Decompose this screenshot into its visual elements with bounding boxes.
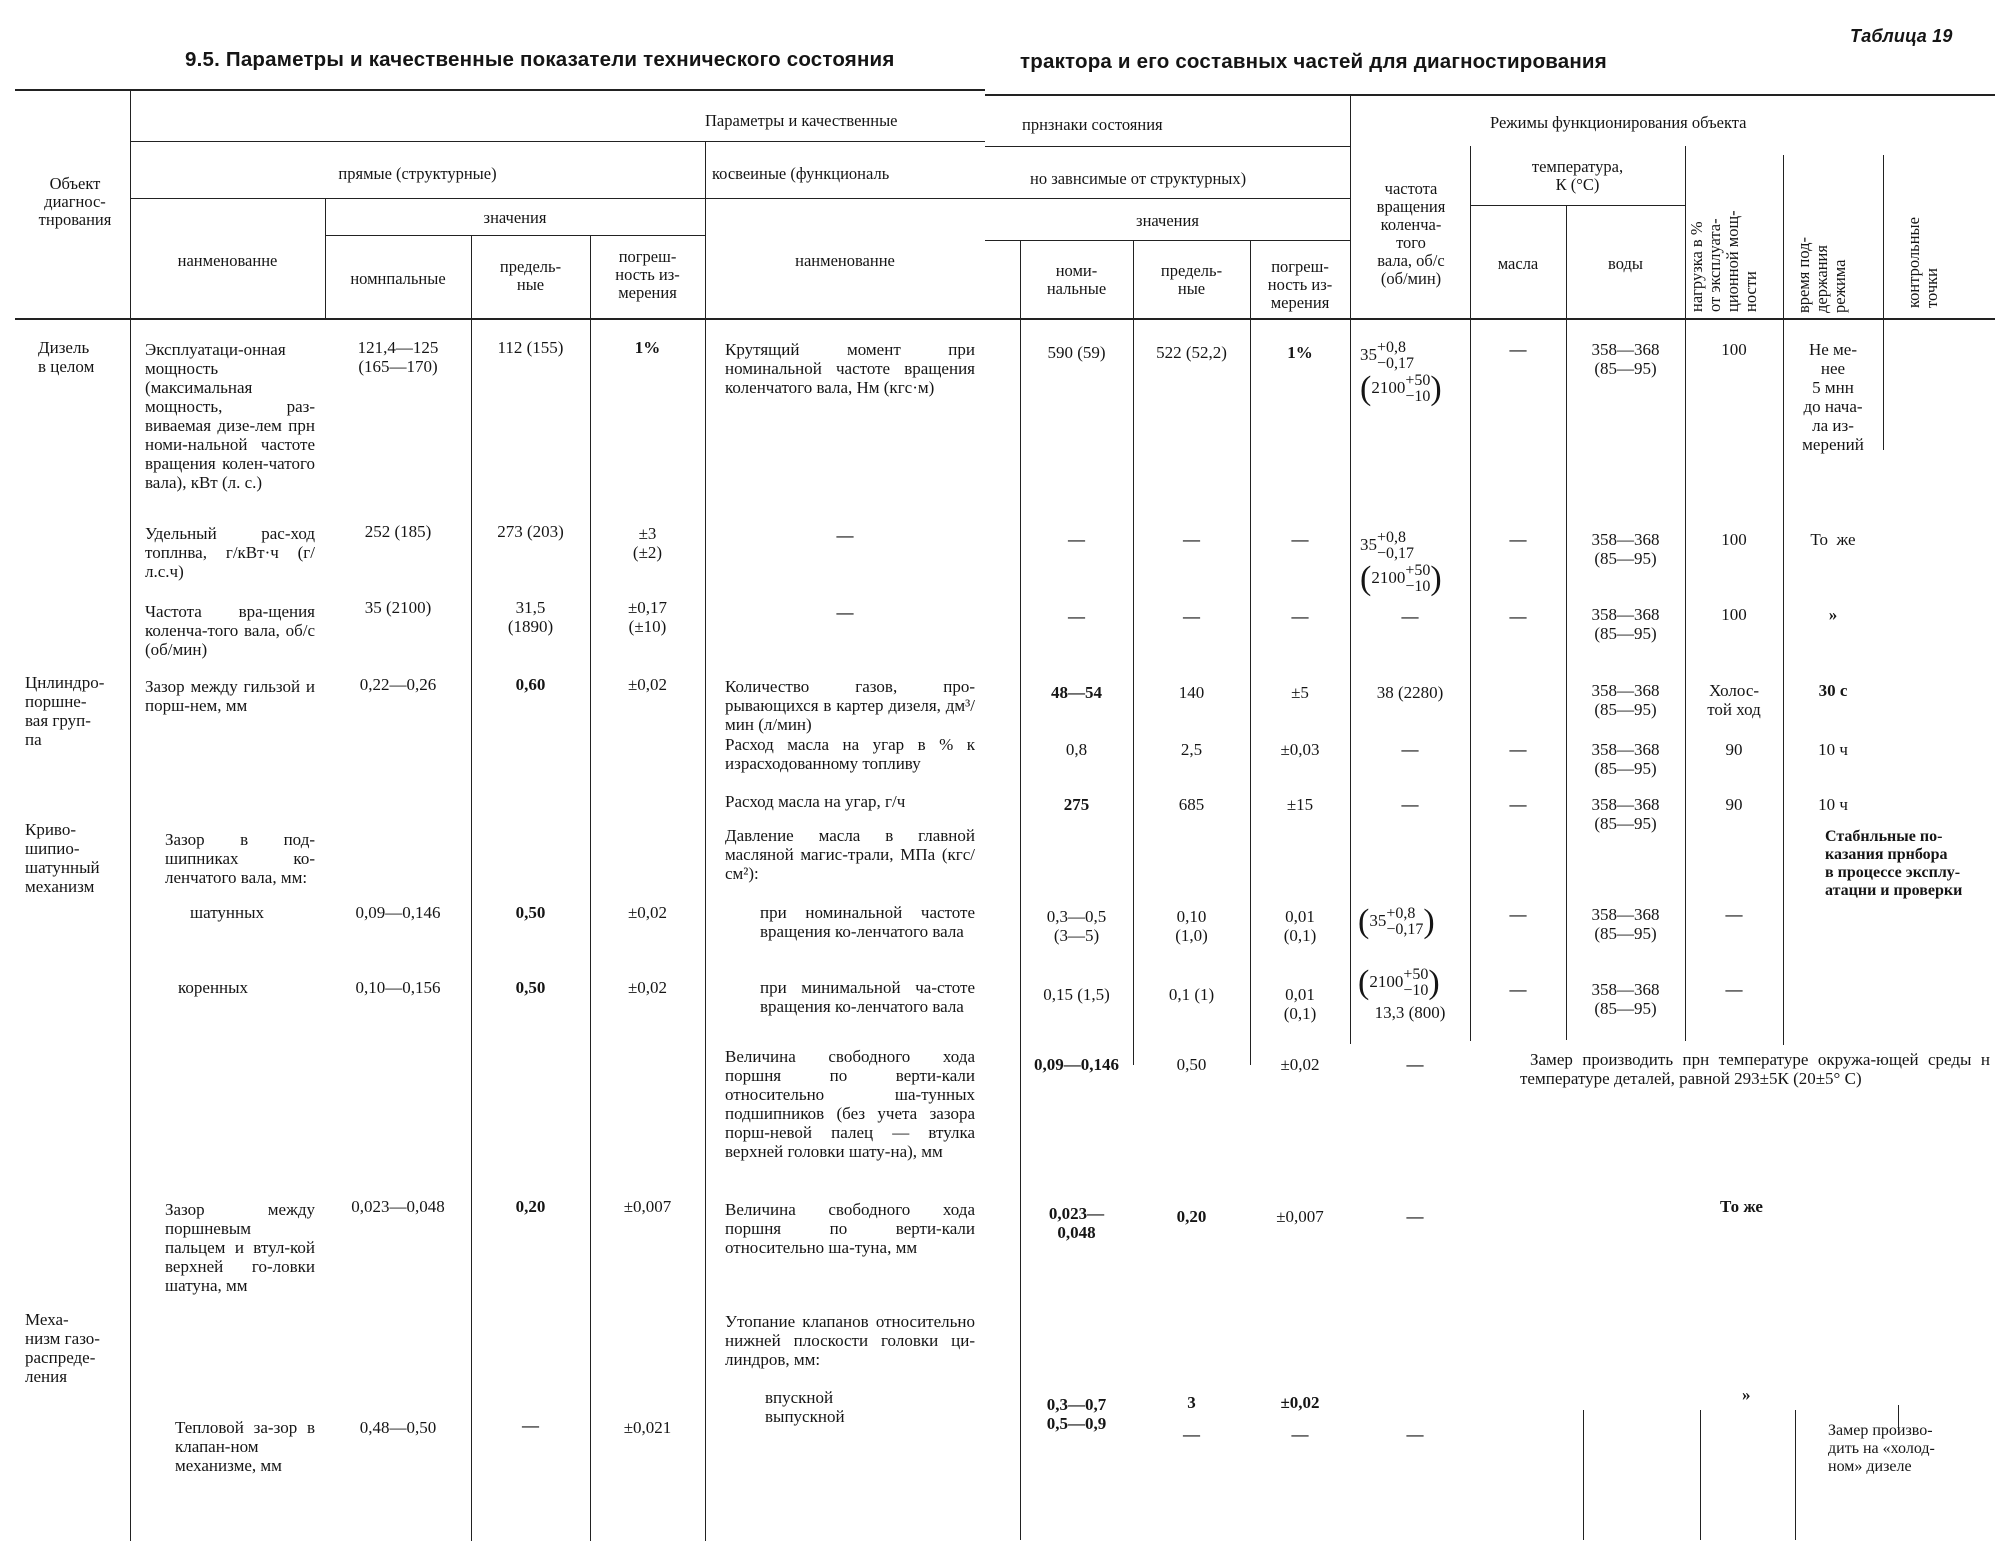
r8-ind-name: при номинальной частоте вращения ко-ленчатого вала (760, 903, 975, 941)
r12-dash-error2: — (1291, 1425, 1309, 1444)
r6-error2: ±15 (1286, 795, 1314, 814)
r8-rpm: (35+0,8 −0,17) (1358, 903, 1435, 940)
r5-oil: — (1509, 740, 1527, 759)
header-params-right: прнзнаки состояния (1022, 115, 1163, 134)
r3-rpm: — (1401, 607, 1419, 626)
r1-hold: Не ме- нее 5 мнн до нача- ла из- мерений (1802, 340, 1864, 454)
r8-nominal2: 0,3—0,5 (3—5) (1046, 907, 1107, 945)
r12-dash-limit2: — (1183, 1425, 1200, 1444)
r11-error2: ±0,007 (1276, 1207, 1324, 1226)
r3-nominal2: — (1068, 607, 1085, 626)
r1-ind-name: Крутящий момент при номинальной частоте вращения коленчатого вала, Нм (кгс·м) (725, 340, 975, 397)
r8-load: — (1725, 905, 1743, 924)
r6-nominal2: 275 (1063, 795, 1090, 814)
r1-rpm: 35+0,8 −0,17 (2100+50 −10) (1360, 339, 1442, 407)
header-indirect-right: но завнсимые от структурных) (1030, 169, 1247, 188)
r6-water: 358—368 (85—95) (1591, 795, 1660, 833)
r10-rpm: — (1406, 1055, 1424, 1074)
r6-oil: — (1509, 795, 1527, 814)
header-name: нанменованне (177, 251, 278, 270)
r3-error2: — (1291, 607, 1309, 626)
header-error-2: погреш- ность из- мерения (1267, 257, 1333, 312)
r11-error: ±0,007 (623, 1197, 672, 1216)
header-limit: предель- ные (499, 257, 562, 294)
r2-ind-name: — (836, 526, 854, 545)
r1-water: 358—368 (85—95) (1591, 340, 1660, 378)
r11-nominal2: 0,023— 0,048 (1048, 1204, 1105, 1242)
r5-load: 90 (1725, 740, 1743, 759)
r4-hold: 30 с (1818, 681, 1848, 700)
r2-limit: 273 (203) (497, 522, 564, 541)
r8-limit2: 0,10 (1,0) (1175, 907, 1208, 945)
r4-limit: 0,60 (515, 675, 546, 694)
header-modes: Режимы функционирования объекта (1490, 113, 1747, 132)
r1-name: Эксплуатаци-онная мощность (максимальная мощность, раз-виваемая дизе-лем прн номи-нальной частоте вращения колен-чатого вала), кВт (л. с.) (145, 340, 315, 492)
group-cylinder: Цнлиндро- поршне- вая груп- па (25, 673, 105, 749)
header-control-points: контрольные точки (1904, 217, 1941, 308)
r9-limit2: 0,1 (1) (1168, 985, 1215, 1004)
header-indirect-left: косвеиные (функциональ (712, 164, 890, 183)
header-limit-2: предель- ные (1160, 261, 1223, 298)
r5-rpm: — (1401, 740, 1419, 759)
r10-error2: ±0,02 (1280, 1055, 1320, 1074)
r4-error2: ±5 (1291, 683, 1309, 702)
r9-error2: 0,01 (0,1) (1283, 985, 1317, 1023)
r8-error2: 0,01 (0,1) (1283, 907, 1317, 945)
header-water: воды (1608, 254, 1643, 273)
r9-name: коренных (178, 978, 249, 997)
r12-limit: — (522, 1416, 539, 1435)
r9-nominal2: 0,15 (1,5) (1043, 985, 1110, 1004)
r4-rpm: 38 (2280) (1376, 683, 1444, 702)
r2-error2: — (1291, 530, 1309, 549)
r5-hold: 10 ч (1818, 740, 1848, 759)
r3-limit2: — (1183, 607, 1200, 626)
r3-oil: — (1509, 607, 1527, 626)
r2-hold: То же (1810, 530, 1856, 549)
r12-name: Тепловой за-зор в клапан-ном механизме, мм (175, 1418, 315, 1475)
r2-error: ±3 (±2) (632, 524, 663, 562)
header-values: значения (483, 208, 547, 227)
r1-limit2: 522 (52,2) (1156, 343, 1227, 362)
header-nominal-2: номи- нальные (1046, 261, 1107, 298)
r4-limit2: 140 (1178, 683, 1205, 702)
r8-limit: 0,50 (515, 903, 546, 922)
r11-nominal: 0,023—0,048 (351, 1197, 445, 1216)
r12-rpm: — (1406, 1425, 1424, 1444)
r8-error: ±0,02 (627, 903, 668, 922)
r6-rpm: — (1401, 795, 1419, 814)
r3-error: ±0,17 (±10) (627, 598, 668, 636)
r3-water: 358—368 (85—95) (1591, 605, 1660, 643)
r9-limit: 0,50 (515, 978, 546, 997)
r6-hold: 10 ч (1818, 795, 1848, 814)
header-error: погреш- ность из- мерения (615, 247, 680, 302)
r7-ind-name: Давление масла в главной масляной магис-трали, МПа (кгс/см²): (725, 826, 975, 883)
r3-load: 100 (1721, 605, 1747, 624)
r3-name: Частота вра-щения коленча-того вала, об/с (об/мин) (145, 602, 315, 659)
header-values-2: значения (1136, 211, 1199, 230)
r1-error2: 1% (1287, 343, 1313, 362)
header-rpm: частота вращения коленча- того вала, об/с (об/мин) (1376, 179, 1446, 288)
r4-load: Холос- той ход (1707, 681, 1761, 719)
r12-error: ±0,021 (623, 1418, 672, 1437)
r4-error: ±0,02 (627, 675, 668, 694)
r1-nominal: 121,4—125 (165—170) (357, 338, 439, 376)
r5-water: 358—368 (85—95) (1591, 740, 1660, 778)
header-direct: прямые (структурные) (338, 164, 497, 183)
r2-load: 100 (1721, 530, 1747, 549)
r11-note: То же (1720, 1197, 1763, 1216)
r12-limit2: 3 (1187, 1393, 1196, 1412)
r7-name: Зазор в под-шипниках ко-ленчатого вала, мм: (165, 830, 315, 887)
header-name-2: нанменованне (795, 251, 895, 270)
r12-nominal: 0,48—0,50 (359, 1418, 437, 1437)
r9-rpm: 13,3 (800) (1374, 1003, 1446, 1022)
r2-rpm: 35+0,8 −0,17 (2100+50 −10) (1360, 529, 1442, 597)
header-oil: масла (1497, 254, 1539, 273)
r5-nominal2: 0,8 (1065, 740, 1088, 759)
r8-name: шатунных (190, 903, 265, 922)
r12-ind-sub: впускной выпускной (765, 1388, 845, 1426)
table-number: Таблица 19 (1850, 26, 1953, 46)
group-gas: Меха- низм газо- распреде- ления (25, 1310, 100, 1386)
header-nominal: номнпальные (350, 269, 446, 288)
r5-limit2: 2,5 (1180, 740, 1203, 759)
r8-water: 358—368 (85—95) (1591, 905, 1660, 943)
r8-oil: — (1509, 905, 1527, 924)
r1-error: 1% (634, 338, 661, 357)
r12-error2: ±0,02 (1280, 1393, 1320, 1412)
r9-load: — (1725, 980, 1743, 999)
r2-limit2: — (1183, 530, 1200, 549)
header-params-left: Параметры и качественные (705, 111, 898, 130)
r4-name: Зазор между гильзой и порш-нем, мм (145, 677, 315, 715)
group-crank: Криво- шипио- шатунный механизм (25, 820, 100, 896)
r11-limit2: 0,20 (1176, 1207, 1207, 1226)
r3-ind-name: — (836, 603, 854, 622)
r9-error: ±0,02 (627, 978, 668, 997)
r2-name: Удельный рас-ход топлнва, г/кВт·ч (г/л.с.ч) (145, 524, 315, 581)
r1-limit: 112 (155) (497, 338, 564, 357)
r10-limit2: 0,50 (1176, 1055, 1207, 1074)
r9-rpm-frac: (2100+50 −10) (1358, 964, 1440, 1001)
r10-nominal2: 0,09—0,146 (1034, 1055, 1119, 1074)
r7-note: Стабнльные по- казания прнбора в процессе эксплу- атацни и проверки (1825, 828, 1963, 899)
r12-ind-name: Утопание клапанов относительно нижней плоскости головки ци-линдров, мм: (725, 1312, 975, 1369)
r2-nominal2: — (1068, 530, 1085, 549)
r3-nominal: 35 (2100) (364, 598, 432, 617)
group-diesel: Дизель в целом (38, 338, 95, 376)
header-hold-time: время под- держания режима (1794, 236, 1849, 313)
r4-nominal: 0,22—0,26 (359, 675, 437, 694)
r1-oil: — (1509, 340, 1527, 359)
r9-ind-name: при минимальной ча-стоте вращения ко-ленчатого вала (760, 978, 975, 1016)
r4-water: 358—368 (85—95) (1591, 681, 1660, 719)
r5-ind-name: Расход масла на угар в % к израсходованному топливу (725, 735, 975, 773)
r10-ind-name: Величина свободного хода поршня по верти-кали относительно ша-тунных подшипников (без учета зазора порш-невой палец — втулка верхней головки шату-на), мм (725, 1047, 975, 1161)
r11-ind-name: Величина свободного хода поршня по верти-кали относительно ша-туна, мм (725, 1200, 975, 1257)
table-title-right: трактора и его составных частей для диагностирования (1020, 50, 1607, 73)
r3-limit: 31,5 (1890) (507, 598, 554, 636)
table-title-left: 9.5. Параметры и качественные показатели технического состояния (185, 48, 895, 71)
r1-nominal2: 590 (59) (1047, 343, 1106, 362)
r2-water: 358—368 (85—95) (1591, 530, 1660, 568)
r12-note: Замер произво- дить на «холод- ном» дизеле (1828, 1422, 1935, 1475)
r3-hold: » (1828, 605, 1838, 624)
r6-ind-name: Расход масла на угар, г/ч (725, 792, 906, 811)
header-temperature: температура, К (°С) (1531, 157, 1624, 194)
r2-nominal: 252 (185) (364, 522, 432, 541)
r4-ind-name: Количество газов, про-рывающихся в картер дизеля, дм³/мин (л/мин) (725, 677, 975, 734)
r12-quote: » (1742, 1385, 1751, 1404)
r5-error2: ±0,03 (1280, 740, 1320, 759)
r12-nominal2: 0,3—0,7 0,5—0,9 (1046, 1395, 1107, 1433)
r4-nominal2: 48—54 (1051, 683, 1102, 702)
r11-name: Зазор между поршневым пальцем и втул-кой верхней го-ловки шатуна, мм (165, 1200, 315, 1295)
r9-nominal: 0,10—0,156 (355, 978, 441, 997)
r6-load: 90 (1725, 795, 1743, 814)
r6-limit2: 685 (1178, 795, 1205, 814)
header-load: нагрузка в % от эксплуата- ционной мощ- ности (1687, 210, 1760, 312)
r9-water: 358—368 (85—95) (1591, 980, 1660, 1018)
header-object: Объект диагнос- тнрования (38, 174, 112, 229)
r11-limit: 0,20 (515, 1197, 546, 1216)
r1-load: 100 (1721, 340, 1747, 359)
r11-rpm: — (1406, 1207, 1424, 1226)
r9-oil: — (1509, 980, 1527, 999)
r8-nominal: 0,09—0,146 (355, 903, 441, 922)
r2-oil: — (1509, 530, 1527, 549)
r10-note: Замер производить прн температуре окружа-ющей среды н температуре деталей, равной 293±5К (20±5° С) (1520, 1050, 1990, 1088)
